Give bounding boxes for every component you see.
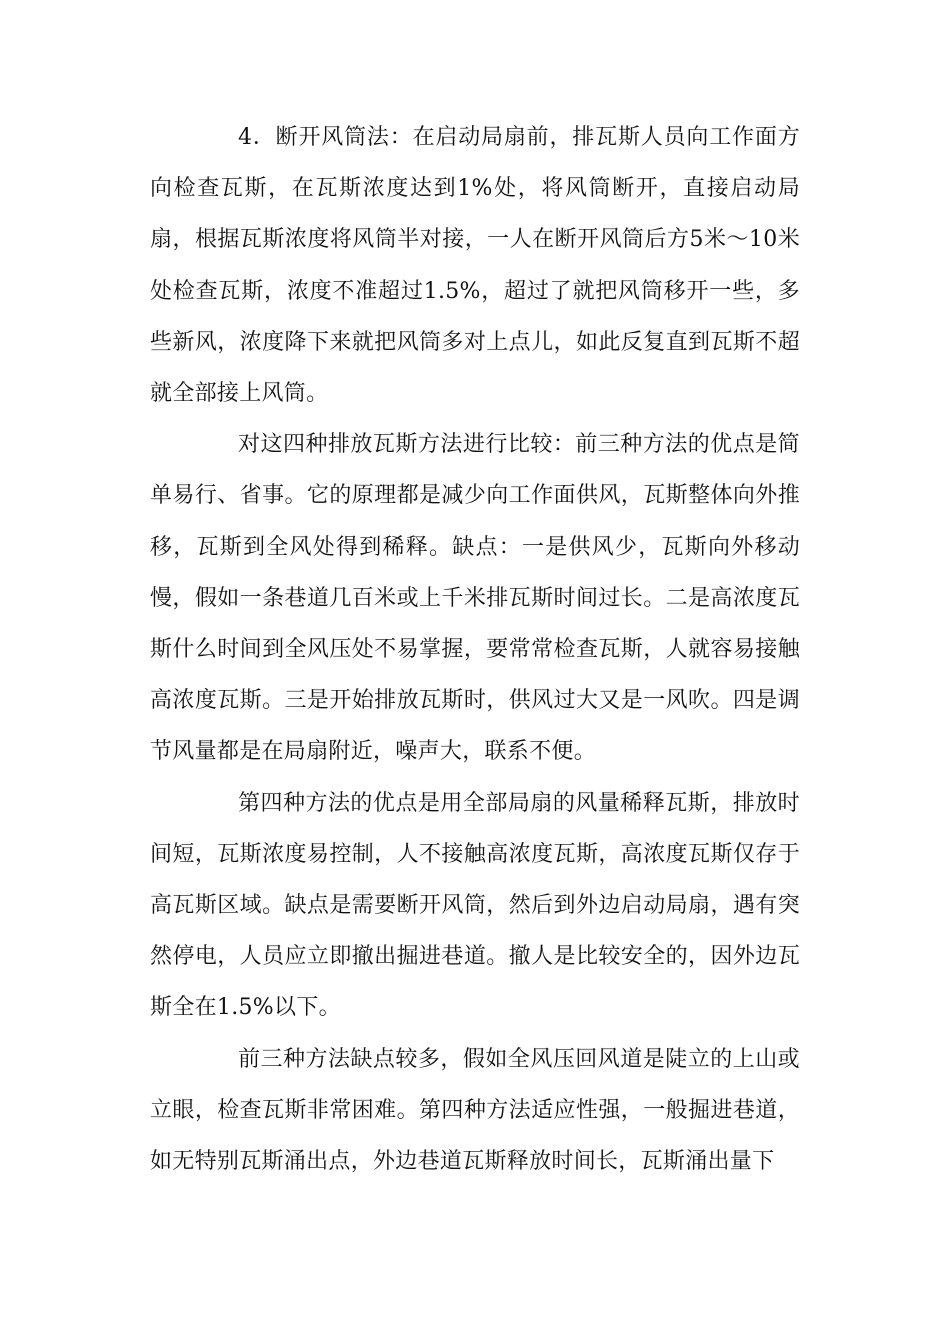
- document-body: [150, 112, 800, 1187]
- paragraph-fourth-method-evaluation: 第四种方法的优点是用全部局扇的风量稀释瓦斯，排放时间短，瓦斯浓度易控制，人不接触高浓度瓦斯，高浓度瓦斯仅存于高瓦斯区域。缺点是需要断开风筒，然后到外边启动局扇，遇有突然停电，人员应立即撤出掘进巷道。撤人是比较安全的，因外边瓦斯全在1.5%以下。: [150, 790, 800, 1021]
- paragraph-disconnect-duct-method: 4．断开风筒法：在启动局扇前，排瓦斯人员向工作面方向检查瓦斯，在瓦斯浓度达到1%处，将风筒断开，直接启动局扇，根据瓦斯浓度将风筒半对接，一人在断开风筒后方5米～10米处检查瓦斯，浓度不准超过1.5%，超过了就把风筒移开一些，多些新风，浓度降下来就把风筒多对上点儿，如此反复直到瓦斯不超就全部接上风筒。: [150, 125, 800, 407]
- paragraph-method-comparison: 对这四种排放瓦斯方法进行比较：前三种方法的优点是简单易行、省事。它的原理都是减少向工作面供风，瓦斯整体向外推移，瓦斯到全风处得到稀释。缺点：一是供风少，瓦斯向外移动慢，假如一条巷道几百米或上千米排瓦斯时间过长。二是高浓度瓦斯什么时间到全风压处不易掌握，要常常检查瓦斯，人就容易接触高浓度瓦斯。三是开始排放瓦斯时，供风过大又是一风吹。四是调节风量都是在局扇附近，噪声大，联系不便。: [150, 432, 800, 765]
- paragraph-first-three-methods-drawbacks: 前三种方法缺点较多，假如全风压回风道是陡立的上山或立眼，检查瓦斯非常困难。第四种方法适应性强，一般掘进巷道，如无特别瓦斯涌出点，外边巷道瓦斯释放时间长，瓦斯涌出量下: [150, 1046, 800, 1175]
